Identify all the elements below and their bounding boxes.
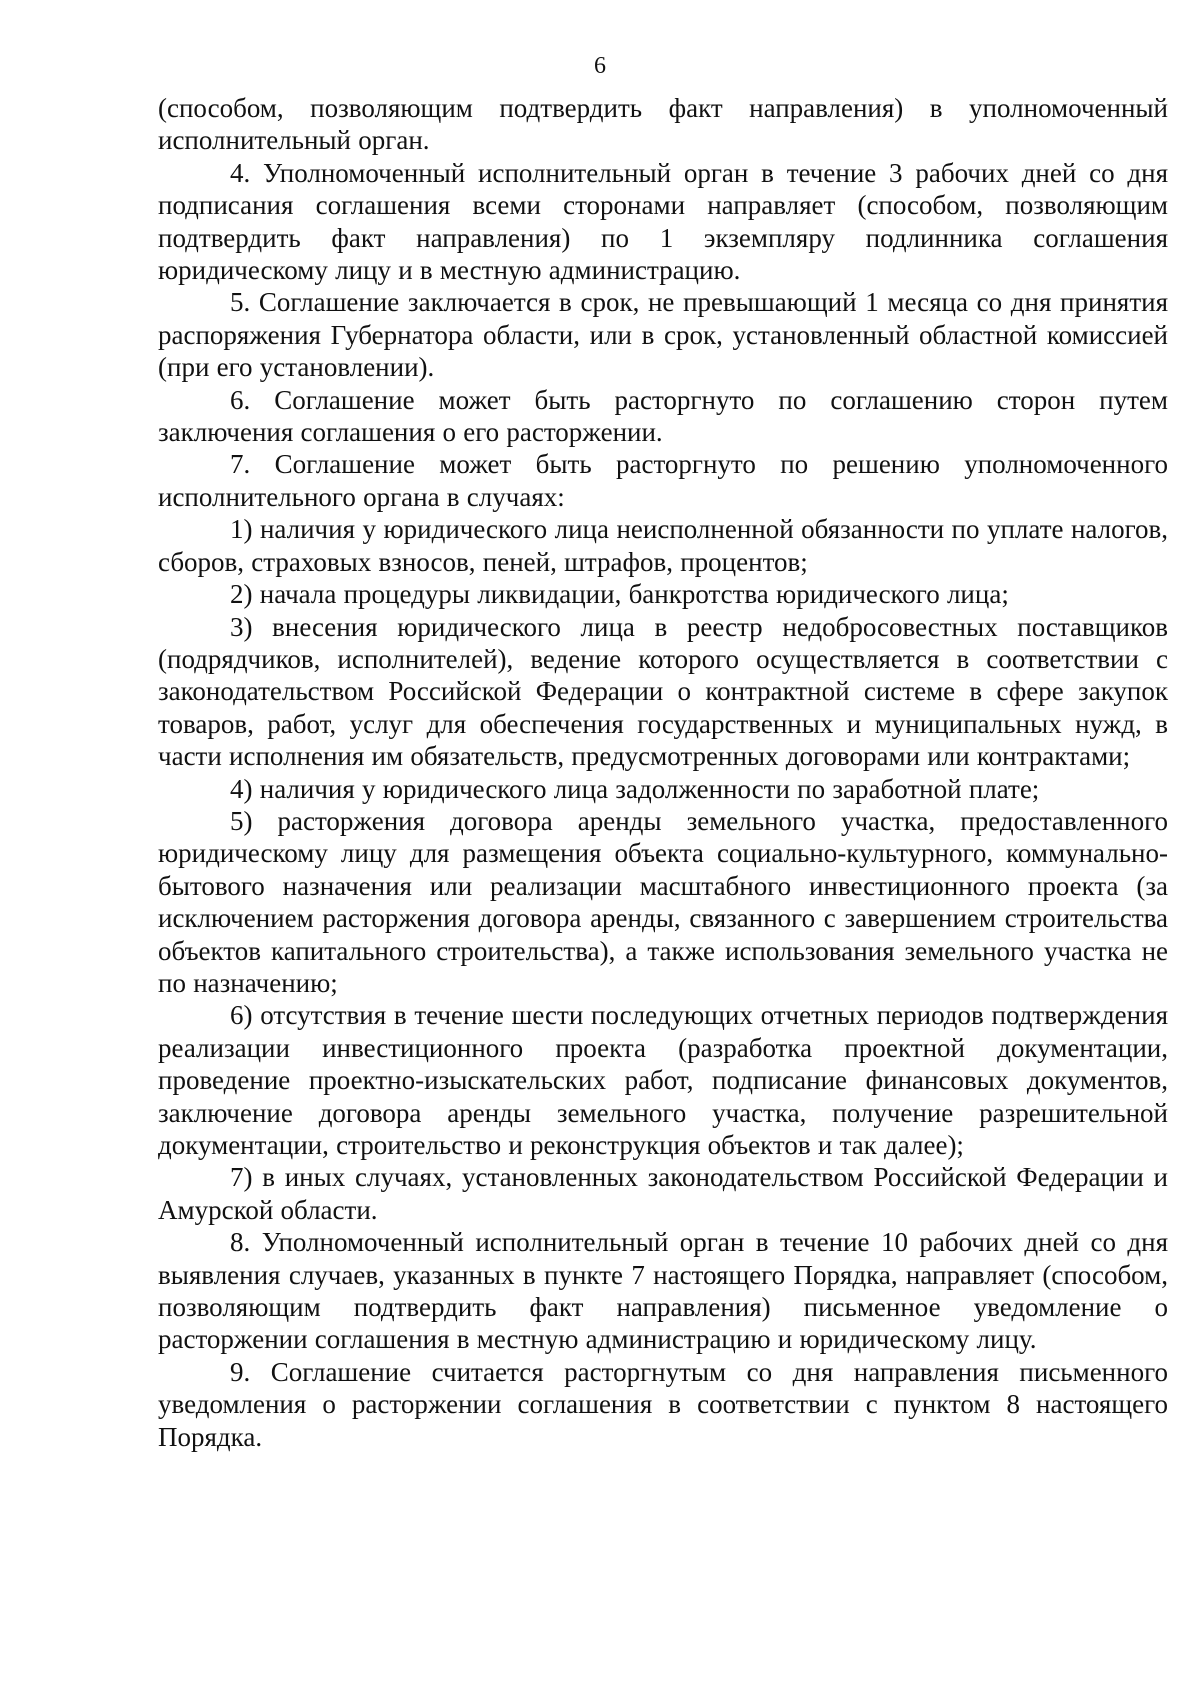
- paragraph-subitem-6: 6) отсутствия в течение шести последующих отчетных периодов подтверждения реализации инвестиционного проекта (разработка проектной документации, проведение проектно-изыскательских работ, подписание финансовых документов, заключение договора аренды земельного участка, получение разрешительной документации, строительство и реконструкция объектов и так далее);: [158, 1000, 1168, 1160]
- paragraph-subitem-4: 4) наличия у юридического лица задолженности по заработной плате;: [230, 773, 1040, 804]
- paragraph-item-9: 9. Соглашение считается расторгнутым со дня направления письменного уведомления о расторжении соглашения в соответствии с пунктом 8 настоящего Порядка.: [158, 1356, 1168, 1452]
- paragraph-subitem-5: 5) расторжения договора аренды земельного участка, предоставленного юридическому лицу для размещения объекта социально-культурного, коммунально-бытового назначения или реализации масштабного инвестиционного проекта (за исключением расторжения договора аренды, связанного с завершением строительства объектов капитального строительства), а также использования земельного участка не по назначению;: [158, 805, 1168, 998]
- paragraph-subitem-7: 7) в иных случаях, установленных законодательством Российской Федерации и Амурской области.: [158, 1162, 1168, 1225]
- page-number: 6: [594, 53, 606, 79]
- paragraph-item-6: 6. Соглашение может быть расторгнуто по соглашению сторон путем заключения соглашения о его расторжении.: [158, 384, 1168, 448]
- paragraph-item-7: 7. Соглашение может быть расторгнуто по решению уполномоченного исполнительного органа в случаях:: [158, 449, 1168, 512]
- paragraph-continuation: (способом, позволяющим подтвердить факт направления) в уполномоченный исполнительный орган.: [158, 93, 1168, 156]
- paragraph-item-4: 4. Уполномоченный исполнительный орган в течение 3 рабочих дней со дня подписания соглашения всеми сторонами направляет (способом, позволяющим подтвердить факт направления) по 1 экземпляру подлинника соглашения юридическому лицу и в местную администрацию.: [158, 157, 1168, 286]
- paragraph-item-8: 8. Уполномоченный исполнительный орган в течение 10 рабочих дней со дня выявления случаев, указанных в пункте 7 настоящего Порядка, направляет (способом, позволяющим подтвердить факт направления) письменное уведомление о расторжении соглашения в местную администрацию и юридическому лицу.: [158, 1227, 1168, 1355]
- paragraph-subitem-3: 3) внесения юридического лица в реестр недобросовестных поставщиков (подрядчиков, исполнителей), ведение которого осуществляется в соответствии с законодательством Российской Федерации о контрактной системе в сфере закупок товаров, работ, услуг для обеспечения государственных и муниципальных нужд, в части исполнения им обязательств, предусмотренных договорами или контрактами;: [158, 611, 1168, 772]
- document-body: [158, 92, 1168, 1453]
- paragraph-subitem-1: 1) наличия у юридического лица неисполненной обязанности по уплате налогов, сборов, страховых взносов, пеней, штрафов, процентов;: [158, 514, 1168, 577]
- paragraph-subitem-2: 2) начала процедуры ликвидации, банкротства юридического лица;: [230, 579, 1009, 610]
- paragraph-item-5: 5. Соглашение заключается в срок, не превышающий 1 месяца со дня принятия распоряжения Губернатора области, или в срок, установленный областной комиссией (при его установлении).: [158, 287, 1168, 383]
